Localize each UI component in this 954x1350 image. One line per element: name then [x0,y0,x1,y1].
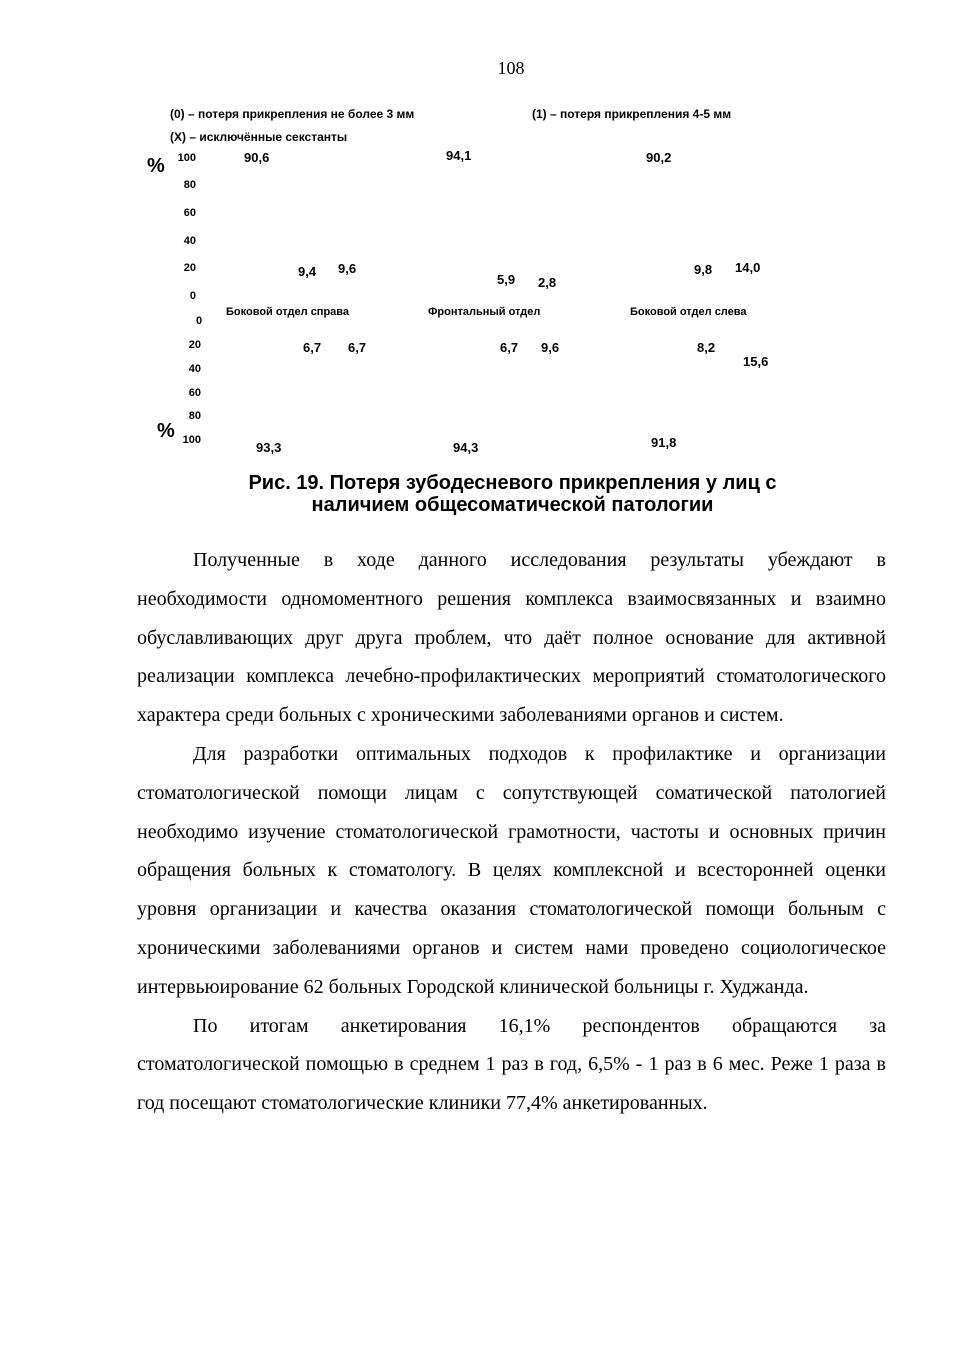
lower-tick-label: 100 [182,434,201,446]
figure-caption [140,472,885,516]
caption-line-1: Рис. 19. Потеря зубодесневого прикрепления у лиц с [248,472,777,494]
lower-value-label: 9,6 [541,340,560,355]
upper-value-label: 5,9 [497,272,516,287]
zero-line-label: 0 [196,315,203,327]
lower-value-label: 6,7 [500,340,519,355]
legend-item-x: (X) – исключённые секстанты [170,130,348,144]
upper-value-label: 2,8 [538,275,557,290]
lower-value-label: 15,6 [743,354,769,369]
legend-item-1: (1) – потеря прикрепления 4-5 мм [532,107,732,121]
upper-value-label: 9,6 [338,261,357,276]
upper-value-label: 14,0 [735,260,761,275]
upper-value-label: 94,1 [446,148,472,163]
paragraph-3: По итогам анкетирования 16,1% респондентов обращаются за стоматологической помощью в среднем 1 раз в год, 6,5% - 1 раз в 6 мес. Реже 1 раза в год посещают стоматологические клиники 77,4% анкетированных. [137,1014,886,1115]
lower-tick-label: 60 [188,387,201,399]
caption-line-2: наличием общесоматической патологии [311,494,714,516]
lower-tick-label: 20 [188,339,201,351]
upper-value-label: 9,8 [694,262,713,277]
legend-item-0: (0) – потеря прикрепления не более 3 мм [170,107,415,121]
upper-data-labels [244,148,760,290]
lower-value-label: 6,7 [348,340,367,355]
lower-value-label: 91,8 [651,435,677,450]
upper-tick-label: 0 [189,290,196,302]
chart-svg [0,0,954,470]
lower-data-labels [256,340,768,455]
upper-axis-ticks [178,152,196,302]
lower-tick-label: 80 [188,410,201,422]
lower-value-label: 6,7 [303,340,322,355]
category-label: Боковой отдел справа [226,306,350,318]
upper-value-label: 90,6 [244,150,270,165]
upper-tick-label: 80 [183,179,196,191]
lower-tick-label: 40 [188,363,201,375]
lower-value-label: 94,3 [453,440,479,455]
upper-value-label: 9,4 [298,264,317,279]
upper-tick-label: 60 [183,207,196,219]
category-label: Боковой отдел слева [630,306,747,318]
upper-tick-label: 40 [183,235,196,247]
upper-tick-label: 20 [183,262,196,274]
page-number: 108 [497,58,525,78]
lower-value-label: 8,2 [697,340,716,355]
paragraph-1: Полученные в ходе данного исследования результаты убеждают в необходимости одномоментного решения комплекса взаимосвязанных и взаимно обуславливающих друг друга проблем, что даёт полное основание для активной реализации комплекса лечебно-профилактических мероприятий стоматологического характера среди больных с хроническими заболеваниями органов и систем. [137,549,886,727]
upper-tick-label: 100 [177,152,196,164]
upper-axis-unit: % [147,155,165,177]
periodontal-attachment-chart [0,0,954,470]
paragraph-2: Для разработки оптимальных подходов к профилактике и организации стоматологической помощи лицам с сопутствующей соматической патологией необходимо изучение стоматологической грамотности, частоты и основных причин обращения больных к стоматологу. В целях комплексной и всесторонней оценки уровня организации и качества оказания стоматологической помощи больным с хроническими заболеваниями органов и систем нами проведено социологическое интервьюирование 62 больных Городской клинической больницы г. Худжанда. [137,742,886,998]
lower-value-label: 93,3 [256,440,282,455]
lower-axis-ticks [183,339,201,446]
upper-value-label: 90,2 [646,150,672,165]
category-labels [226,306,747,318]
lower-axis-unit: % [157,420,175,442]
category-label: Фронтальный отдел [428,306,541,318]
body-text [137,541,886,1123]
